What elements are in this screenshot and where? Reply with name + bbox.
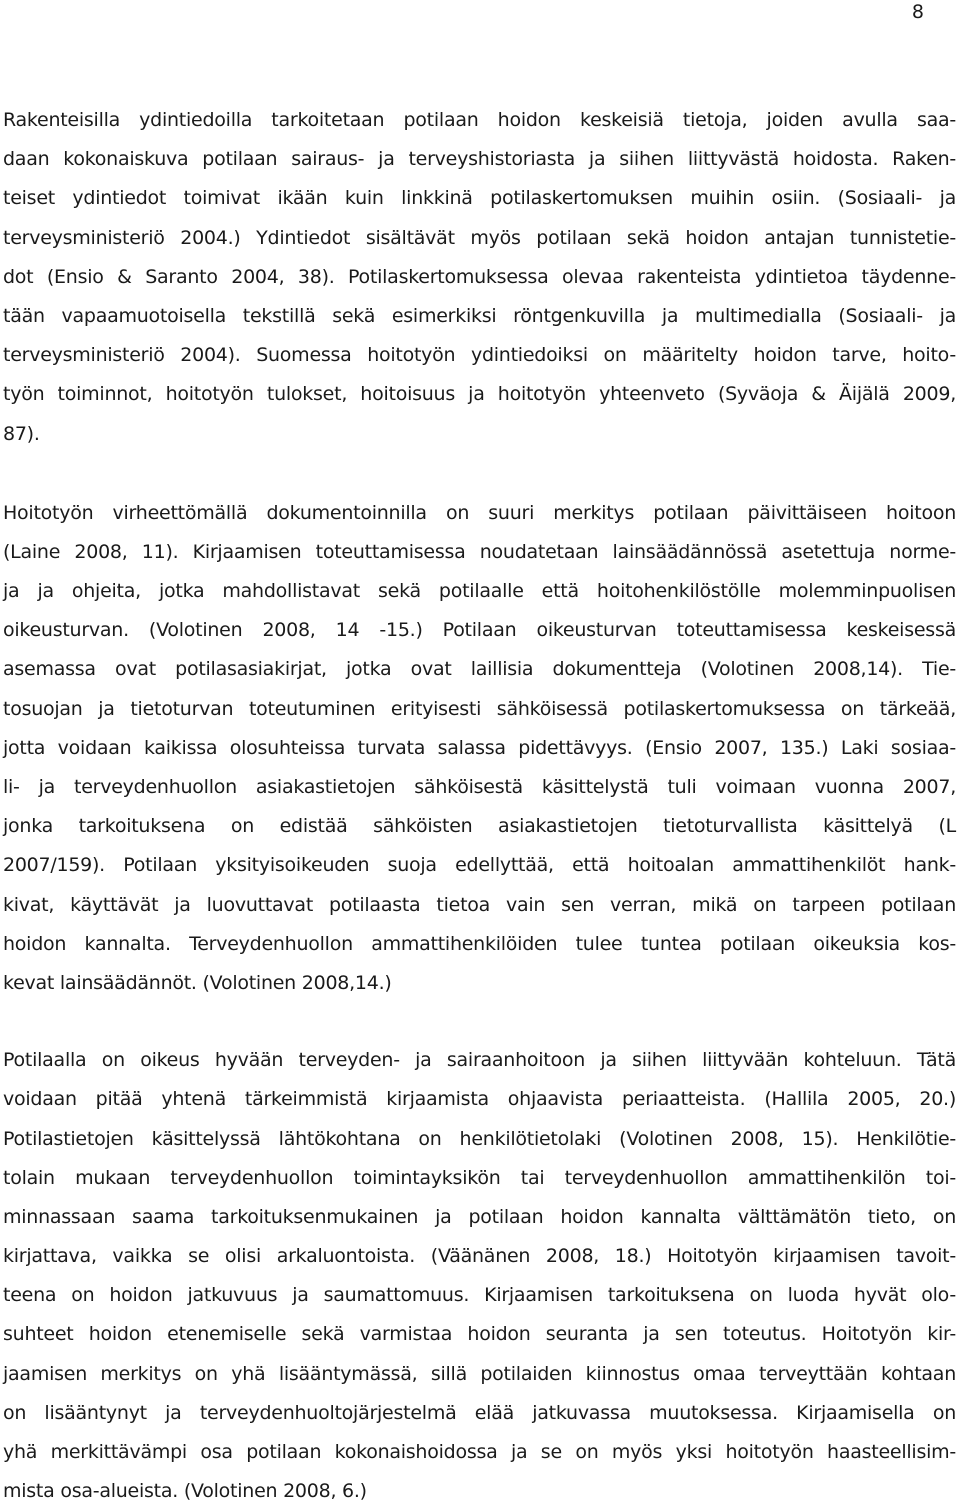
text-line: jotta voidaan kaikissa olosuhteissa turvata salassa pidettävyys. (Ensio 2007, 135.) Laki sosiaa- [3,736,956,759]
text-line: minnassaan saama tarkoituksenmukainen ja potilaan hoidon kannalta välttämätön tieto, on [3,1205,956,1228]
text-line: teiset ydintiedot toimivat ikään kuin linkkinä potilaskertomuksen muihin osiin. (Sosiaali- ja [3,187,956,210]
paragraph-2 [3,494,956,1003]
text-line: jonka tarkoituksena on edistää sähköisten asiakastietojen tietoturvallista käsittelyä (L [3,815,956,838]
text-line: jaamisen merkitys on yhä lisääntymässä, sillä potilaiden kiinnostus omaa terveyttään kohtaan [3,1362,956,1385]
text-line: Potilaalla on oikeus hyvään terveyden- ja sairaanhoitoon ja siihen liittyvään kohteluun. Tätä [3,1049,956,1072]
text-line: yhä merkittävämpi osa potilaan kokonaishoidossa ja se on myös yksi hoitotyön haasteellisim- [3,1441,956,1463]
text-line: 2007/159). Potilaan yksityisoikeuden suoja edellyttää, että hoitoalan ammattihenkilöt hank- [3,854,956,877]
text-line: Rakenteisilla ydintiedoilla tarkoitetaan potilaan hoidon keskeisiä tietoja, joiden avulla saa- [3,109,956,131]
text-line: Potilastietojen käsittelyssä lähtökohtana on henkilötietolaki (Volotinen 2008, 15). Henkilötie- [3,1127,956,1150]
text-line: työn toiminnot, hoitotyön tulokset, hoitoisuus ja hoitotyön yhteenveto (Syväoja & Äijälä 2009, [3,383,956,406]
text-line: on lisääntynyt ja terveydenhuoltojärjestelmä elää jatkuvassa muutoksessa. Kirjaamisella on [3,1401,956,1424]
text-line: kevat lainsäädännöt. (Volotinen 2008,14.) [3,971,392,994]
text-line: mista osa-alueista. (Volotinen 2008, 6.) [3,1480,367,1503]
text-line: Hoitotyön virheettömällä dokumentoinnilla on suuri merkitys potilaan päivittäiseen hoitoon [3,501,956,524]
text-line: tosuojan ja tietoturvan toteutuminen erityisesti sähköisessä potilaskertomuksessa on tärkeää, [3,697,956,720]
text-line: kirjattava, vaikka se olisi arkaluontoista. (Väänänen 2008, 18.) Hoitotyön kirjaamisen tavoit- [3,1245,956,1268]
text-line: terveysministeriö 2004). Suomessa hoitotyön ydintiedoiksi on määritelty hoidon tarve, hoito- [3,344,956,367]
document-body [3,101,956,1511]
text-line: suhteet hoidon etenemiselle sekä varmistaa hoidon seuranta ja sen toteutus. Hoitotyön kir- [3,1323,956,1346]
paragraph-spacer [3,454,956,494]
text-line: tolain mukaan terveydenhuollon toimintayksikön tai terveydenhuollon ammattihenkilön toi- [3,1166,956,1189]
text-line: teena on hoidon jatkuvuus ja saumattomuus. Kirjaamisen tarkoituksena on luoda hyvät olo- [3,1284,956,1307]
paragraph-3 [3,1041,956,1511]
text-line: oikeusturvan. (Volotinen 2008, 14 -15.) Potilaan oikeusturvan toteuttamisessa keskeisessä [3,619,956,642]
text-line: kivat, käyttävät ja luovuttavat potilaasta tietoa vain sen verran, mikä on tarpeen potilaan [3,893,956,916]
text-line: tään vapaamuotoisella tekstillä sekä esimerkiksi röntgenkuvilla ja multimedialla (Sosiaali- ja [3,304,956,327]
text-line: li- ja terveydenhuollon asiakastietojen sähköisestä käsittelystä tuli voimaan vuonna 2007, [3,776,956,798]
text-line: asemassa ovat potilasasiakirjat, jotka ovat laillisia dokumentteja (Volotinen 2008,14). Tie- [3,658,956,681]
text-line: daan kokonaiskuva potilaan sairaus- ja terveyshistoriasta ja siihen liittyvästä hoidosta. Raken- [3,148,956,171]
text-line: hoidon kannalta. Terveydenhuollon ammattihenkilöiden tulee tuntea potilaan oikeuksia kos- [3,932,956,955]
text-line: ja ja ohjeita, jotka mahdollistavat sekä potilaalle että hoitohenkilöstölle molemminpuolisen [3,580,956,603]
paragraph-1 [3,101,956,454]
text-line: 87). [3,422,40,445]
text-line: dot (Ensio & Saranto 2004, 38). Potilaskertomuksessa olevaa rakenteista ydintietoa täydenne- [3,265,956,288]
text-line: terveysministeriö 2004.) Ydintiedot sisältävät myös potilaan sekä hoidon antajan tunnistetie- [3,226,956,249]
paragraph-spacer [3,1003,956,1041]
text-line: voidaan pitää yhtenä tärkeimmistä kirjaamista ohjaavista periaatteista. (Hallila 2005, 20.) [3,1088,956,1111]
text-line: (Laine 2008, 11). Kirjaamisen toteuttamisessa noudatetaan lainsäädännössä asetettuja norme- [3,540,956,563]
page-number: 8 [911,1,924,23]
